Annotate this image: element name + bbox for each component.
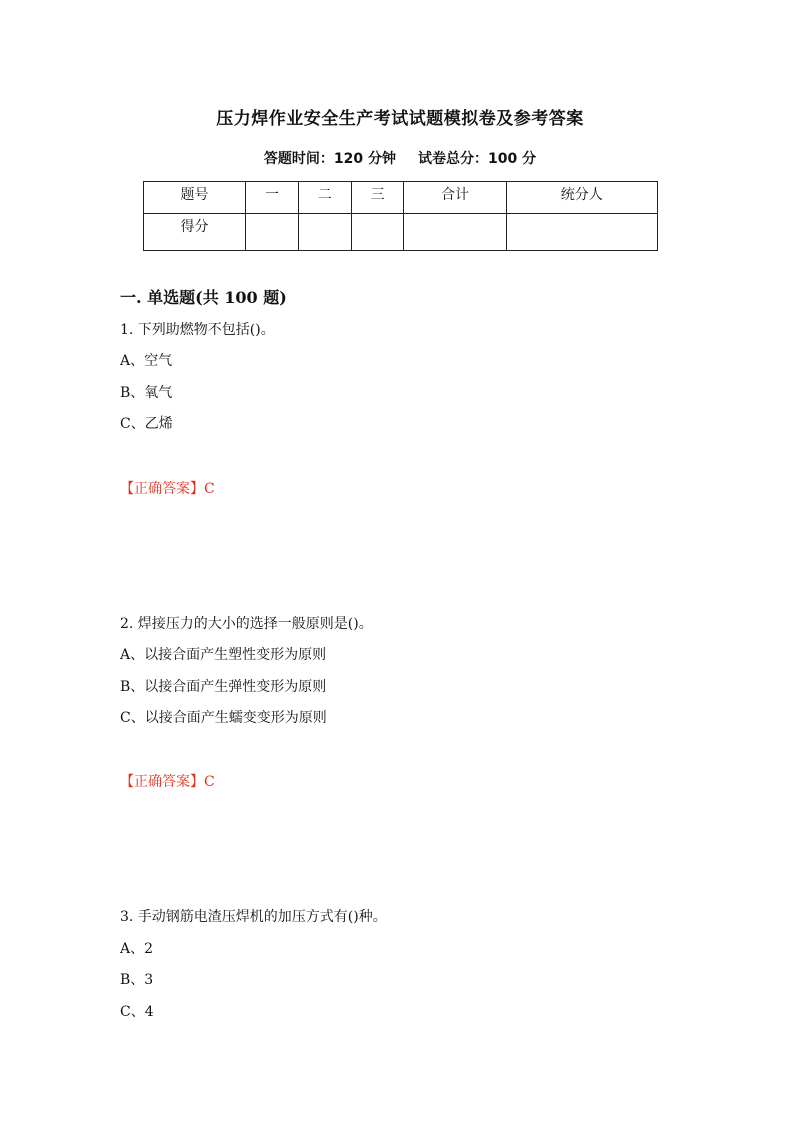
question-option: A、空气 [120, 353, 173, 369]
question-stem: 3. 手动钢筋电渣压焊机的加压方式有()种。 [120, 909, 387, 925]
score-table-header-row [144, 182, 658, 214]
correct-answer: 【正确答案】C [120, 774, 215, 790]
score-cell [506, 214, 657, 251]
question-option: C、4 [120, 1004, 154, 1020]
score-cell [351, 214, 404, 251]
score-table-row-label: 得分 [144, 214, 246, 251]
correct-answer: 【正确答案】C [120, 481, 215, 497]
question-option: B、氧气 [120, 385, 173, 401]
question-option: C、乙烯 [120, 416, 173, 432]
score-table [143, 181, 658, 251]
question-option: B、3 [120, 972, 154, 988]
score-table-header-cell: 题号 [144, 182, 246, 214]
score-table-header-cell: 合计 [404, 182, 506, 214]
score-table-score-row [144, 214, 658, 251]
score-cell [246, 214, 299, 251]
score-cell [298, 214, 351, 251]
exam-info [0, 148, 800, 168]
question-stem: 1. 下列助燃物不包括()。 [120, 322, 275, 338]
exam-total-score: 试卷总分：100 分 [418, 151, 537, 167]
page-title: 压力焊作业安全生产考试试题模拟卷及参考答案 [216, 109, 584, 129]
exam-time: 答题时间：120 分钟 [263, 151, 396, 167]
question-option: C、以接合面产生蠕变变形为原则 [120, 710, 327, 726]
question-stem: 2. 焊接压力的大小的选择一般原则是()。 [120, 616, 373, 632]
score-table-header-cell: 一 [246, 182, 299, 214]
question-option: B、以接合面产生弹性变形为原则 [120, 679, 327, 695]
score-table-header-cell: 统分人 [506, 182, 657, 214]
question-option: A、2 [120, 941, 154, 957]
question-option: A、以接合面产生塑性变形为原则 [120, 647, 327, 663]
score-table-header-cell: 二 [298, 182, 351, 214]
score-cell [404, 214, 506, 251]
section-title: 一. 单选题(共 100 题) [120, 288, 287, 307]
score-table-header-cell: 三 [351, 182, 404, 214]
